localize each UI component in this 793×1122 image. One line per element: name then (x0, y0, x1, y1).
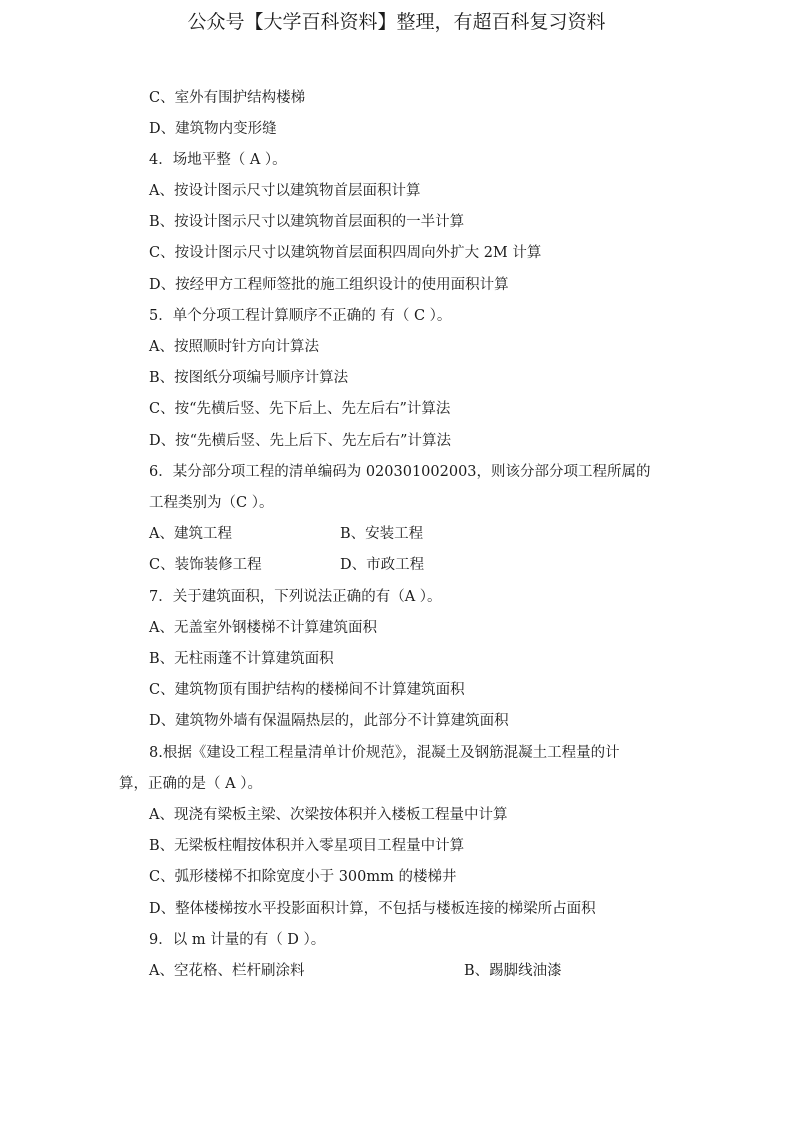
option-line: D、整体楼梯按水平投影面积计算，不包括与楼板连接的梯梁所占面积 (149, 901, 596, 917)
option-line: D、按经甲方工程师签批的施工组织设计的使用面积计算 (149, 277, 509, 293)
option-line: D、市政工程 (340, 557, 425, 573)
question-line: 4．场地平整（ A ）。 (149, 152, 287, 168)
option-line: A、现浇有梁板主梁、次梁按体积并入楼板工程量中计算 (149, 807, 508, 823)
question-continuation: 工程类别为（C ）。 (149, 495, 274, 511)
option-line: B、按设计图示尺寸以建筑物首层面积的一半计算 (149, 214, 465, 230)
option-line: D、按“先横后竖、先上后下、先左后右”计算法 (149, 433, 451, 449)
question-line: 8.根据《建设工程工程量清单计价规范》，混凝土及钢筋混凝土工程量的计 (149, 745, 620, 761)
option-line: C、装饰装修工程 (149, 557, 262, 573)
option-line: C、按设计图示尺寸以建筑物首层面积四周向外扩大 2M 计算 (149, 245, 542, 261)
option-line: B、安装工程 (340, 526, 424, 542)
question-continuation: 算，正确的是（ A ）。 (119, 776, 262, 792)
option-line: A、无盖室外钢楼梯不计算建筑面积 (149, 620, 377, 636)
option-line: B、按图纸分项编号顺序计算法 (149, 370, 349, 386)
option-line: B、无柱雨蓬不计算建筑面积 (149, 651, 334, 667)
question-line: 7．关于建筑面积，下列说法正确的有（A ）。 (149, 589, 442, 605)
option-line: A、按设计图示尺寸以建筑物首层面积计算 (149, 183, 421, 199)
option-line: C、按“先横后竖、先下后上、先左后右”计算法 (149, 401, 451, 417)
option-line: D、建筑物外墙有保温隔热层的，此部分不计算建筑面积 (149, 713, 509, 729)
option-line: A、空花格、栏杆刷涂料 (149, 963, 305, 979)
page-header: 公众号【大学百科资料】整理，有超百科复习资料 (187, 11, 606, 33)
question-line: 9．以 m 计量的有（ D ）。 (149, 932, 326, 948)
option-line: D、建筑物内变形缝 (149, 121, 277, 137)
option-line: B、无梁板柱帽按体积并入零星项目工程量中计算 (149, 838, 465, 854)
option-line: A、按照顺时针方向计算法 (149, 339, 319, 355)
option-line: C、弧形楼梯不扣除宽度小于 300mm 的楼梯井 (149, 869, 457, 885)
option-line: B、踢脚线油漆 (464, 963, 562, 979)
option-line: A、建筑工程 (149, 526, 232, 542)
option-line: C、建筑物顶有围护结构的楼梯间不计算建筑面积 (149, 682, 465, 698)
option-line: C、室外有围护结构楼梯 (149, 90, 306, 106)
question-line: 5．单个分项工程计算顺序不正确的 有（ C ）。 (149, 308, 452, 324)
question-line: 6．某分部分项工程的清单编码为 020301002003，则该分部分项工程所属的 (149, 464, 651, 480)
